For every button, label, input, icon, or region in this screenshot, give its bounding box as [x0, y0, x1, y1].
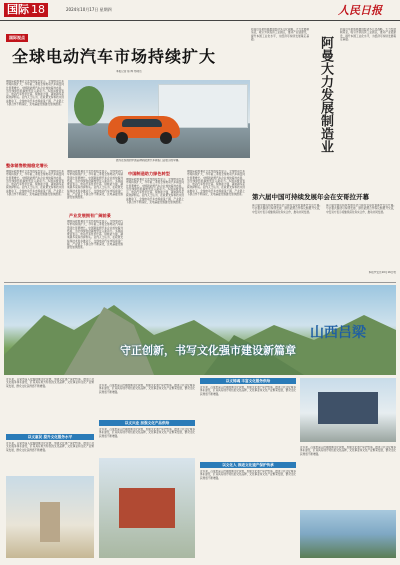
divider: [4, 282, 396, 283]
car-wheel-rear: [160, 132, 172, 144]
column-text-5: 据国际能源署近日发布的报告显示，全球电动汽车市场持续扩大，今年前三季度全球电动汽车销量同比显著增长。中国新能源汽车企业加快海外布局，为全球绿色低碳转型注入新动力。多国消费者表示，电动汽车性价比高、续航能力强，越来越多家庭选择购买。业内人士认为，在政策支持和技术进步推动下，全球电动汽车市场前景广阔，产业链上下游合作不断深化，充电基础设施建设加快推进。: [187, 170, 245, 197]
museum-photo: [300, 378, 396, 442]
angola-text-2: 第六届中国可持续发展年会日前在安哥拉首都罗安达开幕。与会嘉宾围绕可持续发展、绿色能源合作等议题展开交流，中安双方表示将继续深化务实合作，推动共同发展。: [326, 204, 396, 214]
column-text-2: 据国际能源署近日发布的报告显示，全球电动汽车市场持续扩大，今年前三季度全球电动汽车销量同比显著增长。中国新能源汽车企业加快海外布局，为全球绿色低碳转型注入新动力。多国消费者表示，电动汽车性价比高、续航能力强，越来越多家庭选择购买。业内人士认为，在政策支持和技术进步推动下，全球电动汽车市场前景广阔，产业链上下游合作不断深化，充电基础设施建设加快推进。: [67, 170, 123, 200]
oman-text-1: 阿曼近年来积极推进经济多元化战略，大力发展制造业，吸引外资投资工业园区，推动产业链建设，提升本国工业化水平，为经济可持续发展奠定基础。: [251, 28, 309, 41]
car-wheel-front: [116, 132, 128, 144]
box-title-1-label: 以文铸魂 丰富文化服务供给: [200, 378, 296, 384]
region-title: 山西吕梁: [310, 325, 366, 341]
box-title-4-label: 以文化人 推进文化遗产保护传承: [200, 462, 296, 468]
oman-vertical-title: 阿曼大力发展制造业: [318, 36, 333, 153]
angola-byline: 本报罗安达10月16日电: [368, 271, 396, 274]
angola-title: 第六届中国可持续发展年会在安哥拉开幕: [252, 193, 369, 201]
building-photo: [99, 458, 195, 558]
feature-headline: 守正创新，书写文化强市建设新篇章: [120, 344, 296, 357]
subhead-3: 产业发展拥有广阔前景: [69, 213, 111, 218]
feature-text-5: 近年来，吕梁市深入挖掘地域文化资源，加强文化遗产保护传承，推进公共文化服务体系建设，打造具有地方特色的文化品牌，文化事业和文化产业繁荣发展，群众文化获得感不断增强。: [200, 386, 296, 396]
lake-photo: [300, 510, 396, 558]
museum-building: [318, 392, 378, 424]
section-name: 国际: [7, 3, 29, 16]
temple-photo: [6, 476, 94, 558]
ev-car-photo: [68, 80, 250, 158]
tree: [74, 86, 104, 126]
box-title-1: [200, 378, 296, 384]
feature-text-4: 近年来，吕梁市深入挖掘地域文化资源，加强文化遗产保护传承，推进公共文化服务体系建设，打造具有地方特色的文化品牌，文化事业和文化产业繁荣发展，群众文化获得感不断增强。: [99, 428, 195, 438]
feature-text-1: 近年来，吕梁市深入挖掘地域文化资源，加强文化遗产保护传承，推进公共文化服务体系建设，打造具有地方特色的文化品牌，文化事业和文化产业繁荣发展，群众文化获得感不断增强。: [6, 378, 94, 388]
issue-date: 2024年10月17日 星期四: [66, 7, 112, 12]
box-title-4: [200, 462, 296, 468]
column-text-1: 据国际能源署近日发布的报告显示，全球电动汽车市场持续扩大，今年前三季度全球电动汽车销量同比显著增长。中国新能源汽车企业加快海外布局，为全球绿色低碳转型注入新动力。多国消费者表示，电动汽车性价比高、续航能力强，越来越多家庭选择购买。业内人士认为，在政策支持和技术进步推动下，全球电动汽车市场前景广阔，产业链上下游合作不断深化，充电基础设施建设加快推进。: [6, 170, 64, 197]
page-header: [0, 0, 400, 21]
box-title-2-label: 以文惠民 提升文化服务水平: [6, 434, 94, 440]
article-title: 全球电动汽车市场持续扩大: [12, 47, 217, 66]
feature-text-7: 近年来，吕梁市深入挖掘地域文化资源，加强文化遗产保护传承，推进公共文化服务体系建设，打造具有地方特色的文化品牌，文化事业和文化产业繁荣发展，群众文化获得感不断增强。: [300, 446, 396, 456]
feature-text-6: 近年来，吕梁市深入挖掘地域文化资源，加强文化遗产保护传承，推进公共文化服务体系建设，打造具有地方特色的文化品牌，文化事业和文化产业繁荣发展，群众文化获得感不断增强。: [200, 470, 296, 480]
angola-text-1: 第六届中国可持续发展年会日前在安哥拉首都罗安达开幕。与会嘉宾围绕可持续发展、绿色能源合作等议题展开交流，中安双方表示将继续深化务实合作，推动共同发展。: [252, 204, 322, 214]
box-title-3: [99, 420, 195, 426]
subhead-1: 整体销售数据稳定增长: [6, 163, 48, 168]
column-tag: 国际视点: [6, 34, 28, 42]
page-number: 18: [31, 3, 45, 16]
car-window: [122, 119, 162, 127]
article-byline: 本报记者 陈 晔 郑明达: [116, 70, 142, 73]
column-text-4: 据国际能源署近日发布的报告显示，全球电动汽车市场持续扩大，今年前三季度全球电动汽车销量同比显著增长。中国新能源汽车企业加快海外布局，为全球绿色低碳转型注入新动力。多国消费者表示，电动汽车性价比高、续航能力强，越来越多家庭选择购买。业内人士认为，在政策支持和技术进步推动下，全球电动汽车市场前景广阔，产业链上下游合作不断深化，充电基础设施建设加快推进。: [126, 178, 184, 205]
oman-text-2: 阿曼近年来积极推进经济多元化战略，大力发展制造业，吸引外资投资工业园区，推动产业链建设，提升本国工业化水平，为经济可持续发展奠定基础。: [340, 28, 396, 41]
subhead-2: 中国制造助力绿色转型: [128, 171, 170, 176]
feature-text-3: 近年来，吕梁市深入挖掘地域文化资源，加强文化遗产保护传承，推进公共文化服务体系建设，打造具有地方特色的文化品牌，文化事业和文化产业繁荣发展，群众文化获得感不断增强。: [99, 384, 195, 394]
feature-text-2: 近年来，吕梁市深入挖掘地域文化资源，加强文化遗产保护传承，推进公共文化服务体系建设，打造具有地方特色的文化品牌，文化事业和文化产业繁荣发展，群众文化获得感不断增强。: [6, 442, 94, 452]
box-title-2: [6, 434, 94, 440]
article-body: 据国际能源署近日发布的报告显示，全球电动汽车市场持续扩大，今年前三季度全球电动汽车销量同比显著增长。中国新能源汽车企业加快海外布局，为全球绿色低碳转型注入新动力。多国消费者表示，电动汽车性价比高、续航能力强，越来越多家庭选择购买。业内人士认为，在政策支持和技术进步推动下，全球电动汽车市场前景广阔，产业链上下游合作不断深化，充电基础设施建设加快推进。: [6, 80, 64, 107]
red-lanterns: [119, 488, 175, 528]
pagoda: [40, 502, 60, 542]
column-text-3: 据国际能源署近日发布的报告显示，全球电动汽车市场持续扩大，今年前三季度全球电动汽车销量同比显著增长。中国新能源汽车企业加快海外布局，为全球绿色低碳转型注入新动力。多国消费者表示，电动汽车性价比高、续航能力强，越来越多家庭选择购买。业内人士认为，在政策支持和技术进步推动下，全球电动汽车市场前景广阔，产业链上下游合作不断深化，充电基础设施建设加快推进。: [67, 220, 123, 250]
photo-caption: 图为在泰国的中国品牌新能源汽车销售门店展示的车辆。: [116, 159, 181, 162]
newspaper-logo: 人民日报: [338, 4, 382, 17]
box-title-3-label: 以文兴业 加强文化产品供给: [99, 420, 195, 426]
